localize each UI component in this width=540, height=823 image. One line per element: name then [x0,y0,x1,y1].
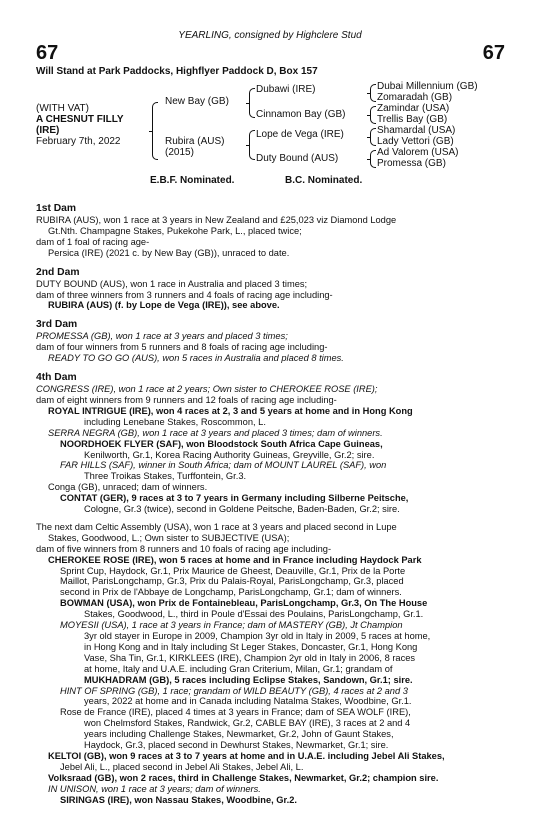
sire-sire: Dubawi (IRE) [256,84,316,95]
next-dam-line: at home, Italy and U.A.E. including Gran Criterium, Milan, Gr.1; grandam of [84,663,393,674]
fourth-dam-line: FAR HILLS (SAF), winner in South Africa; dam of MOUNT LAUREL (SAF), won [60,460,387,471]
sd-dam: Trellis Bay (GB) [377,114,448,125]
second-dam-line: DUTY BOUND (AUS), won 1 race in Australia and placed 3 times; [36,278,308,289]
sire-name: New Bay (GB) [165,96,229,107]
next-dam-line: Volksraad (GB), won 2 races, third in Challenge Stakes, Newmarket, Gr.2; champion sire. [48,772,439,783]
next-dam-line: years, 2022 at home and in Canada including Natalma Stakes, Woodbine, Gr.1. [84,696,412,707]
fourth-dam-line: CONGRESS (IRE), won 1 race at 2 years; Own sister to CHEROKEE ROSE (IRE); [36,384,378,395]
next-dam-line: Sprint Cup, Haydock, Gr.1, Prix Maurice de Gheest, Deauville, Gr.1, Prix de la Porte [60,565,406,576]
next-dam-line: Rose de France (IRE), placed 4 times at 3 years in France; dam of SEA WOLF (IRE), [60,707,411,718]
fourth-dam-line: Conga (GB), unraced; dam of winners. [48,482,208,493]
bracket [370,84,376,102]
fourth-dam-line: dam of eight winners from 9 runners and 12 foals of racing age including- [36,394,337,405]
consignor-header: YEARLING, consigned by Highclere Stud [178,30,362,41]
next-dam-line: SIRINGAS (IRE), won Nassau Stakes, Woodbine, Gr.2. [60,794,297,805]
dd-sire: Ad Valorem (USA) [377,147,459,158]
fourth-dam-line: CONTAT (GER), 9 races at 3 to 7 years in Germany including Silberne Peitsche, [60,493,409,504]
fourth-dam-line: Kenilworth, Gr.1, Korea Racing Authority Guineas, Greyville, Gr.2; sire. [84,449,375,460]
first-dam-produce: Persica (IRE) (2021 c. by New Bay (GB)), unraced to date. [48,247,290,258]
ss-sire: Dubai Millennium (GB) [377,81,478,92]
dam-sire: Lope de Vega (IRE) [256,129,344,140]
next-dam-line: BOWMAN (USA), won Prix de Fontainebleau, ParisLongchamp, Gr.3, On The House [60,598,428,609]
next-dam-line: Stakes, Goodwood, L.; Own sister to SUBJECTIVE (USA); [48,532,290,543]
third-dam-line: dam of four winners from 5 runners and 8 foals of racing age including- [36,342,328,353]
bracket [370,106,376,124]
third-dam-line: PROMESSA (GB), won 1 race at 3 years and placed 3 times; [36,331,288,342]
next-dam-line: Vase, Sha Tin, Gr.1, KIRKLEES (IRE), Champion 2yr old in Italy in 2006, 8 races [84,652,416,663]
first-dam-heading: 1st Dam [36,203,77,214]
first-dam-line: Gt.Nth. Champagne Stakes, Pukekohe Park, L., placed twice; [48,225,302,236]
fourth-dam-line: including Lenebane Stakes, Roscommon, L. [84,416,266,427]
next-dam-line: dam of five winners from 8 runners and 10 foals of racing age including- [36,543,332,554]
first-dam-line: dam of 1 foal of racing age- [36,236,150,247]
vat-note: (WITH VAT) [36,103,89,114]
dam-foaling-year: (2015) [165,147,194,158]
third-dam-heading: 3rd Dam [36,319,78,331]
ds-sire: Shamardal (USA) [377,125,456,136]
horse-name: A CHESNUT FILLY [36,114,124,125]
next-dam-line: HINT OF SPRING (GB), 1 race; grandam of WILD BEAUTY (GB), 4 races at 2 and 3 [60,685,408,696]
next-dam-line: The next dam Celtic Assembly (USA), won 1 race at 3 years and placed second in Lupe [36,521,397,532]
bracket [249,130,255,160]
next-dam-line: Haydock, Gr.3, placed second in Dewhurst Stakes, Newmarket, Gr.1; sire. [84,740,389,751]
ss-dam: Zomaradah (GB) [377,92,453,103]
ds-dam: Lady Vettori (GB) [377,136,454,147]
stand-location: Will Stand at Park Paddocks, Highflyer Paddock D, Box 157 [36,66,318,77]
bracket [152,102,158,160]
second-dam-produce: RUBIRA (AUS) (f. by Lope de Vega (IRE)), see above. [48,300,280,311]
lot-number-right: 67 [482,42,505,64]
next-dam-line: second in Prix de l'Abbaye de Longchamp, ParisLongchamp, Gr.1; dam of winners. [60,587,402,598]
fourth-dam-line: Cologne, Gr.3 (twice), second in Goldene Peitsche, Baden-Baden, Gr.2; sire. [84,504,400,515]
fourth-dam-line: NOORDHOEK FLYER (SAF), won Bloodstock South Africa Cape Guineas, [60,438,383,449]
fourth-dam-line: Three Troikas Stakes, Turffontein, Gr.3. [84,471,247,482]
second-dam-line: dam of three winners from 3 runners and 4 foals of racing age including- [36,289,333,300]
fourth-dam-heading: 4th Dam [36,372,77,384]
next-dam-line: years including Challenge Stakes, Newmarket, Gr.2, John of Gaunt Stakes, [84,729,394,740]
horse-name-suffix: (IRE) [36,125,60,136]
sire-dam: Cinnamon Bay (GB) [256,109,346,120]
next-dam-line: MOYESII (USA), 1 race at 3 years in France; dam of MASTERY (GB), Jt Champion [60,620,403,631]
next-dam-line: IN UNISON, won 1 race at 3 years; dam of winners. [48,783,261,794]
next-dam-line: Jebel Ali, L., placed second in Jebel Ali Stakes, Jebel Ali, L. [60,761,304,772]
next-dam-line: KELTOI (GB), won 9 races at 3 to 7 years at home and in U.A.E. including Jebel Ali Stakes, [48,750,445,761]
lot-number-left: 67 [36,42,59,64]
next-dam-line: in Hong Kong and in Italy including St Leger Stakes, Doncaster, Gr.1, Hong Kong [84,641,418,652]
dam-name: Rubira (AUS) [165,136,225,147]
sd-sire: Zamindar (USA) [377,103,450,114]
foaling-date: February 7th, 2022 [36,136,121,147]
bracket [249,88,255,118]
next-dam-line: Maillot, ParisLongchamp, Gr.3, Prix du Palais-Royal, ParisLongchamp, Gr.3, placed [60,576,404,587]
fourth-dam-line: SERRA NEGRA (GB), won 1 race at 3 years and placed 3 times; dam of winners. [48,427,383,438]
next-dam-line: MUKHADRAM (GB), 5 races including Eclipse Stakes, Sandown, Gr.1; sire. [84,674,413,685]
first-dam-line: RUBIRA (AUS), won 1 race at 3 years in New Zealand and £25,023 viz Diamond Lodge [36,215,397,225]
third-dam-produce: READY TO GO GO (AUS), won 5 races in Australia and placed 8 times. [48,353,344,364]
fourth-dam-line: ROYAL INTRIGUE (IRE), won 4 races at 2, 3 and 5 years at home and in Hong Kong [48,405,413,416]
second-dam-heading: 2nd Dam [36,266,80,278]
next-dam-line: 3yr old stayer in Europe in 2009, Champion 3yr old in Italy in 2009, 5 races at home, [84,631,431,641]
bracket [370,150,376,168]
next-dam-line: Stakes, Goodwood, L., third in Poule d'Essai des Poulains, ParisLongchamp, Gr.1. [84,609,424,620]
produce-record [36,195,510,806]
dd-dam: Promessa (GB) [377,158,446,169]
bc-nomination: B.C. Nominated. [285,175,363,186]
next-dam-line: won Chelmsford Stakes, Randwick, Gr.2, CABLE BAY (IRE), 3 races at 2 and 4 [84,718,411,729]
bracket [370,128,376,146]
ebf-nomination: E.B.F. Nominated. [150,175,235,186]
next-dam-line: CHEROKEE ROSE (IRE), won 5 races at home and in France including Haydock Park [48,554,422,565]
dam-dam: Duty Bound (AUS) [256,153,339,164]
